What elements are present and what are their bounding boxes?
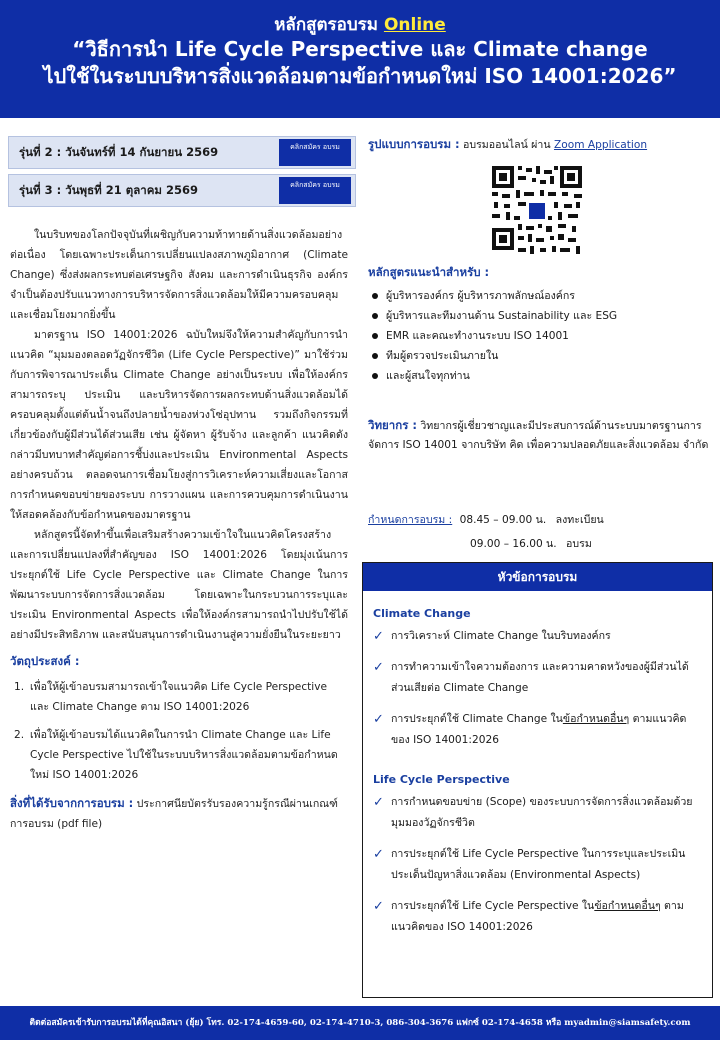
audience-item [372,286,712,306]
audience-item [372,346,712,366]
schedule-row [368,508,712,532]
topic-underlined-text: ข้อกำหนดอื่นๆ [562,713,630,725]
info-column [368,134,712,550]
audience-text: ผู้บริหารและทีมงานด้าน Sustainability และ ESG [386,310,618,322]
topic-text: การวิเคราะห์ Climate Change ในบริบทองค์กร [391,630,611,642]
bullet-icon [372,293,378,299]
audience-item [372,326,712,346]
bullet-icon [372,353,378,359]
objective-number: 1. [14,681,25,693]
schedule-time: 08.45 – 09.00 น. [459,514,547,526]
check-icon: ✓ [373,629,384,644]
check-icon: ✓ [373,847,384,862]
bullet-icon [372,313,378,319]
schedule-section [368,508,712,556]
qr-code-icon[interactable] [488,162,586,260]
benefit-text: ประกาศนียบัตรรับรองความรู้กรณีผ่านเกณฑ์การอบรม (pdf file) [10,798,338,830]
objectives-title: วัตถุประสงค์ : [10,654,80,668]
session-label: รุ่นที่ 3 : วันพุธที่ 21 ตุลาคม 2569 [19,183,198,197]
audience-text: และผู้สนใจทุกท่าน [386,370,470,382]
register-button[interactable]: คลิกสมัคร อบรม [279,139,351,166]
title-line-2: ไปใช้ในระบบบริหารสิ่งแวดล้อมตามข้อกำหนดใหม่ ISO 14001:2026” [43,64,677,88]
session-row-2 [8,136,356,169]
speaker-text: วิทยากรผู้เชี่ยวชาญและมีประสบการณ์ด้านระบบมาตรฐานการจัดการ ISO 14001 จากบริษัท คิด เพื่อความปลอดภัยและสิ่งแวดล้อม จำกัด [368,420,709,451]
audience-text: EMR และคณะทำงานระบบ ISO 14001 [386,330,569,342]
topic-group-title: Life Cycle Perspective [373,773,510,786]
training-format [368,134,712,155]
audience-item [372,306,712,326]
session-list [8,136,356,212]
objective-text: เพื่อให้ผู้เข้าอบรมได้แนวคิดในการนำ Climate Change และ Life Cycle Perspective ไปใช้ในระบบบริหารสิ่งแวดล้อมตามข้อกำหนดใหม่ ISO 14001:2026 [30,729,338,781]
topics-title: หัวข้อการอบรม [363,563,712,591]
schedule-desc: ลงทะเบียน [555,514,604,526]
topic-text: ตามแนวคิดของ ISO 14001:2026 [391,713,687,746]
topic-text: การทำความเข้าใจความต้องการ และความคาดหวังของผู้มีส่วนได้ส่วนเสียต่อ Climate Change [391,661,689,694]
topic-text: การกำหนดขอบข่าย (Scope) ของระบบการจัดการสิ่งแวดล้อมด้วยมุมมองวัฏจักรชีวิต [391,796,693,829]
standard-paragraph: มาตรฐาน ISO 14001:2026 ฉบับใหม่จึงให้ความสำคัญกับการนำแนวคิด “มุมมองตลอดวัฏจักรชีวิต (Life Cycle Perspective)” มาใช้ร่วมกับการพิจารณาประเด็น Climate Change อย่างเป็นระบบ เพื่อให้องค์กรสามารถระบุ ประเมิน และบริหารจัดการผลกระทบด้านสิ่งแวดล้อมได้ครอบคลุมตั้งแต่ต้นน้ำจนถึงปลายน้ำของห่วงโซ่อุปทาน รวมถึงกิจกรรมที่เกี่ยวข้องกับผู้มีส่วนได้ส่วนเสีย เช่น ผู้จัดหา ผู้รับจ้าง และลูกค้า แนวคิดดังกล่าวมีบทบาทสำคัญต่อการชี้บ่งและประเมิน Environmental Aspects อย่างครบถ้วน ตลอดจนการเชื่อมโยงสู่การวิเคราะห์ความเสี่ยงและโอกาส การกำหนดขอบข่ายของระบบ การวางแผน และการควบคุมการดำเนินงานให้สอดคล้องกับข้อกำหนดของมาตรฐาน [10,329,348,521]
benefit-title: สิ่งที่ได้รับจากการอบรม : [10,796,134,810]
topic-underlined-text: ข้อกำหนดอื่นๆ [594,900,661,912]
bullet-icon [372,373,378,379]
speaker-section [368,416,712,455]
objective-item [10,677,348,717]
speaker-label: วิทยากร : [368,418,417,432]
schedule-row [368,532,712,556]
topic-text: การประยุกต์ใช้ Life Cycle Perspective ใน [391,900,595,912]
schedule-time: 09.00 – 16.00 น. [470,538,557,550]
objective-number: 2. [14,729,25,741]
course-prefix: หลักสูตรอบรม [274,15,379,35]
check-icon: ✓ [373,712,384,727]
objective-text: เพื่อให้ผู้เข้าอบรมสามารถเข้าใจแนวคิด Life Cycle Perspective และ Climate Change ตาม ISO 14001:2026 [30,681,328,713]
schedule-desc: อบรม [566,538,592,550]
format-label: รูปแบบการอบรม : [368,137,460,151]
topic-item [373,792,702,834]
register-button[interactable]: คลิกสมัคร อบรม [279,177,351,204]
check-icon: ✓ [373,899,384,914]
benefit-section [10,793,348,834]
intro-paragraph: ในบริบทของโลกปัจจุบันที่เผชิญกับความท้าทายด้านสิ่งแวดล้อมอย่างต่อเนื่อง โดยเฉพาะประเด็นการเปลี่ยนแปลงสภาพภูมิอากาศ (Climate Change) ซึ่งส่งผลกระทบต่อเศรษฐกิจ สังคม และการดำเนินธุรกิจ องค์กรจำเป็นต้องปรับแนวทางการบริหารจัดการสิ่งแวดล้อมให้มีความครอบคลุมและเชื่อมโยงมากยิ่งขึ้น [10,229,348,321]
description-column [10,225,348,834]
topic-item [373,896,702,938]
session-row-3 [8,174,356,207]
objectives-section [10,651,348,785]
topic-item [373,709,702,751]
title-line-1: “วิธีการนำ Life Cycle Perspective และ Climate change [72,37,648,61]
session-label: รุ่นที่ 2 : วันจันทร์ที่ 14 กันยายน 2569 [19,145,219,159]
topic-text: การประยุกต์ใช้ Life Cycle Perspective ในการระบุและประเมินประเด็นปัญหาสิ่งแวดล้อม (Environmental Aspects) [391,848,686,881]
zoom-link[interactable]: Zoom Application [553,139,648,151]
schedule-label: กำหนดการอบรม : [368,514,453,526]
check-icon: ✓ [373,660,384,675]
audience-title: หลักสูตรแนะนำสำหรับ : [368,265,490,279]
format-text: อบรมออนไลน์ ผ่าน [463,139,551,151]
objective-item [10,725,348,785]
audience-text: ทีมผู้ตรวจประเมินภายใน [386,350,499,362]
bullet-icon [372,333,378,339]
topic-text: ตามแนวคิดของ ISO 14001:2026 [391,900,684,933]
online-link[interactable]: Online [383,15,446,35]
topic-item [373,626,702,647]
audience-section [368,262,712,386]
header-banner [0,0,720,118]
topics-box [362,562,713,998]
audience-text: ผู้บริหารองค์กร ผู้บริหารภาพลักษณ์องค์กร [386,290,575,302]
topic-group-title: Climate Change [373,607,471,620]
audience-item [372,366,712,386]
topic-item [373,657,702,699]
topic-text: การประยุกต์ใช้ Climate Change ใน [391,713,563,725]
topic-item [373,844,702,886]
contact-footer: ติดต่อสมัครเข้ารับการอบรมได้ที่คุณอิสนา (ยุ้ย) โทร. 02-174-4659-60, 02-174-4710-3, 086-304-3676 แฟกซ์ 02-174-4658 หรือ myadmin@siamsafety.com [0,1006,720,1040]
check-icon: ✓ [373,795,384,810]
course-type [0,14,720,36]
course-paragraph: หลักสูตรนี้จัดทำขึ้นเพื่อเสริมสร้างความเข้าใจในแนวคิดโครงสร้าง และการเปลี่ยนแปลงที่สำคัญของ ISO 14001:2026 โดยมุ่งเน้นการประยุกต์ใช้ Life Cycle Perspective และ Climate Change ในการพัฒนาระบบการจัดการสิ่งแวดล้อม โดยเฉพาะในกระบวนการระบุและประเมิน Environmental Aspects เพื่อให้องค์กรสามารถนำไปปรับใช้ได้อย่างมีประสิทธิภาพ และสนับสนุนการดำเนินงานสู่ความยั่งยืนในระยะยาว [10,529,348,641]
